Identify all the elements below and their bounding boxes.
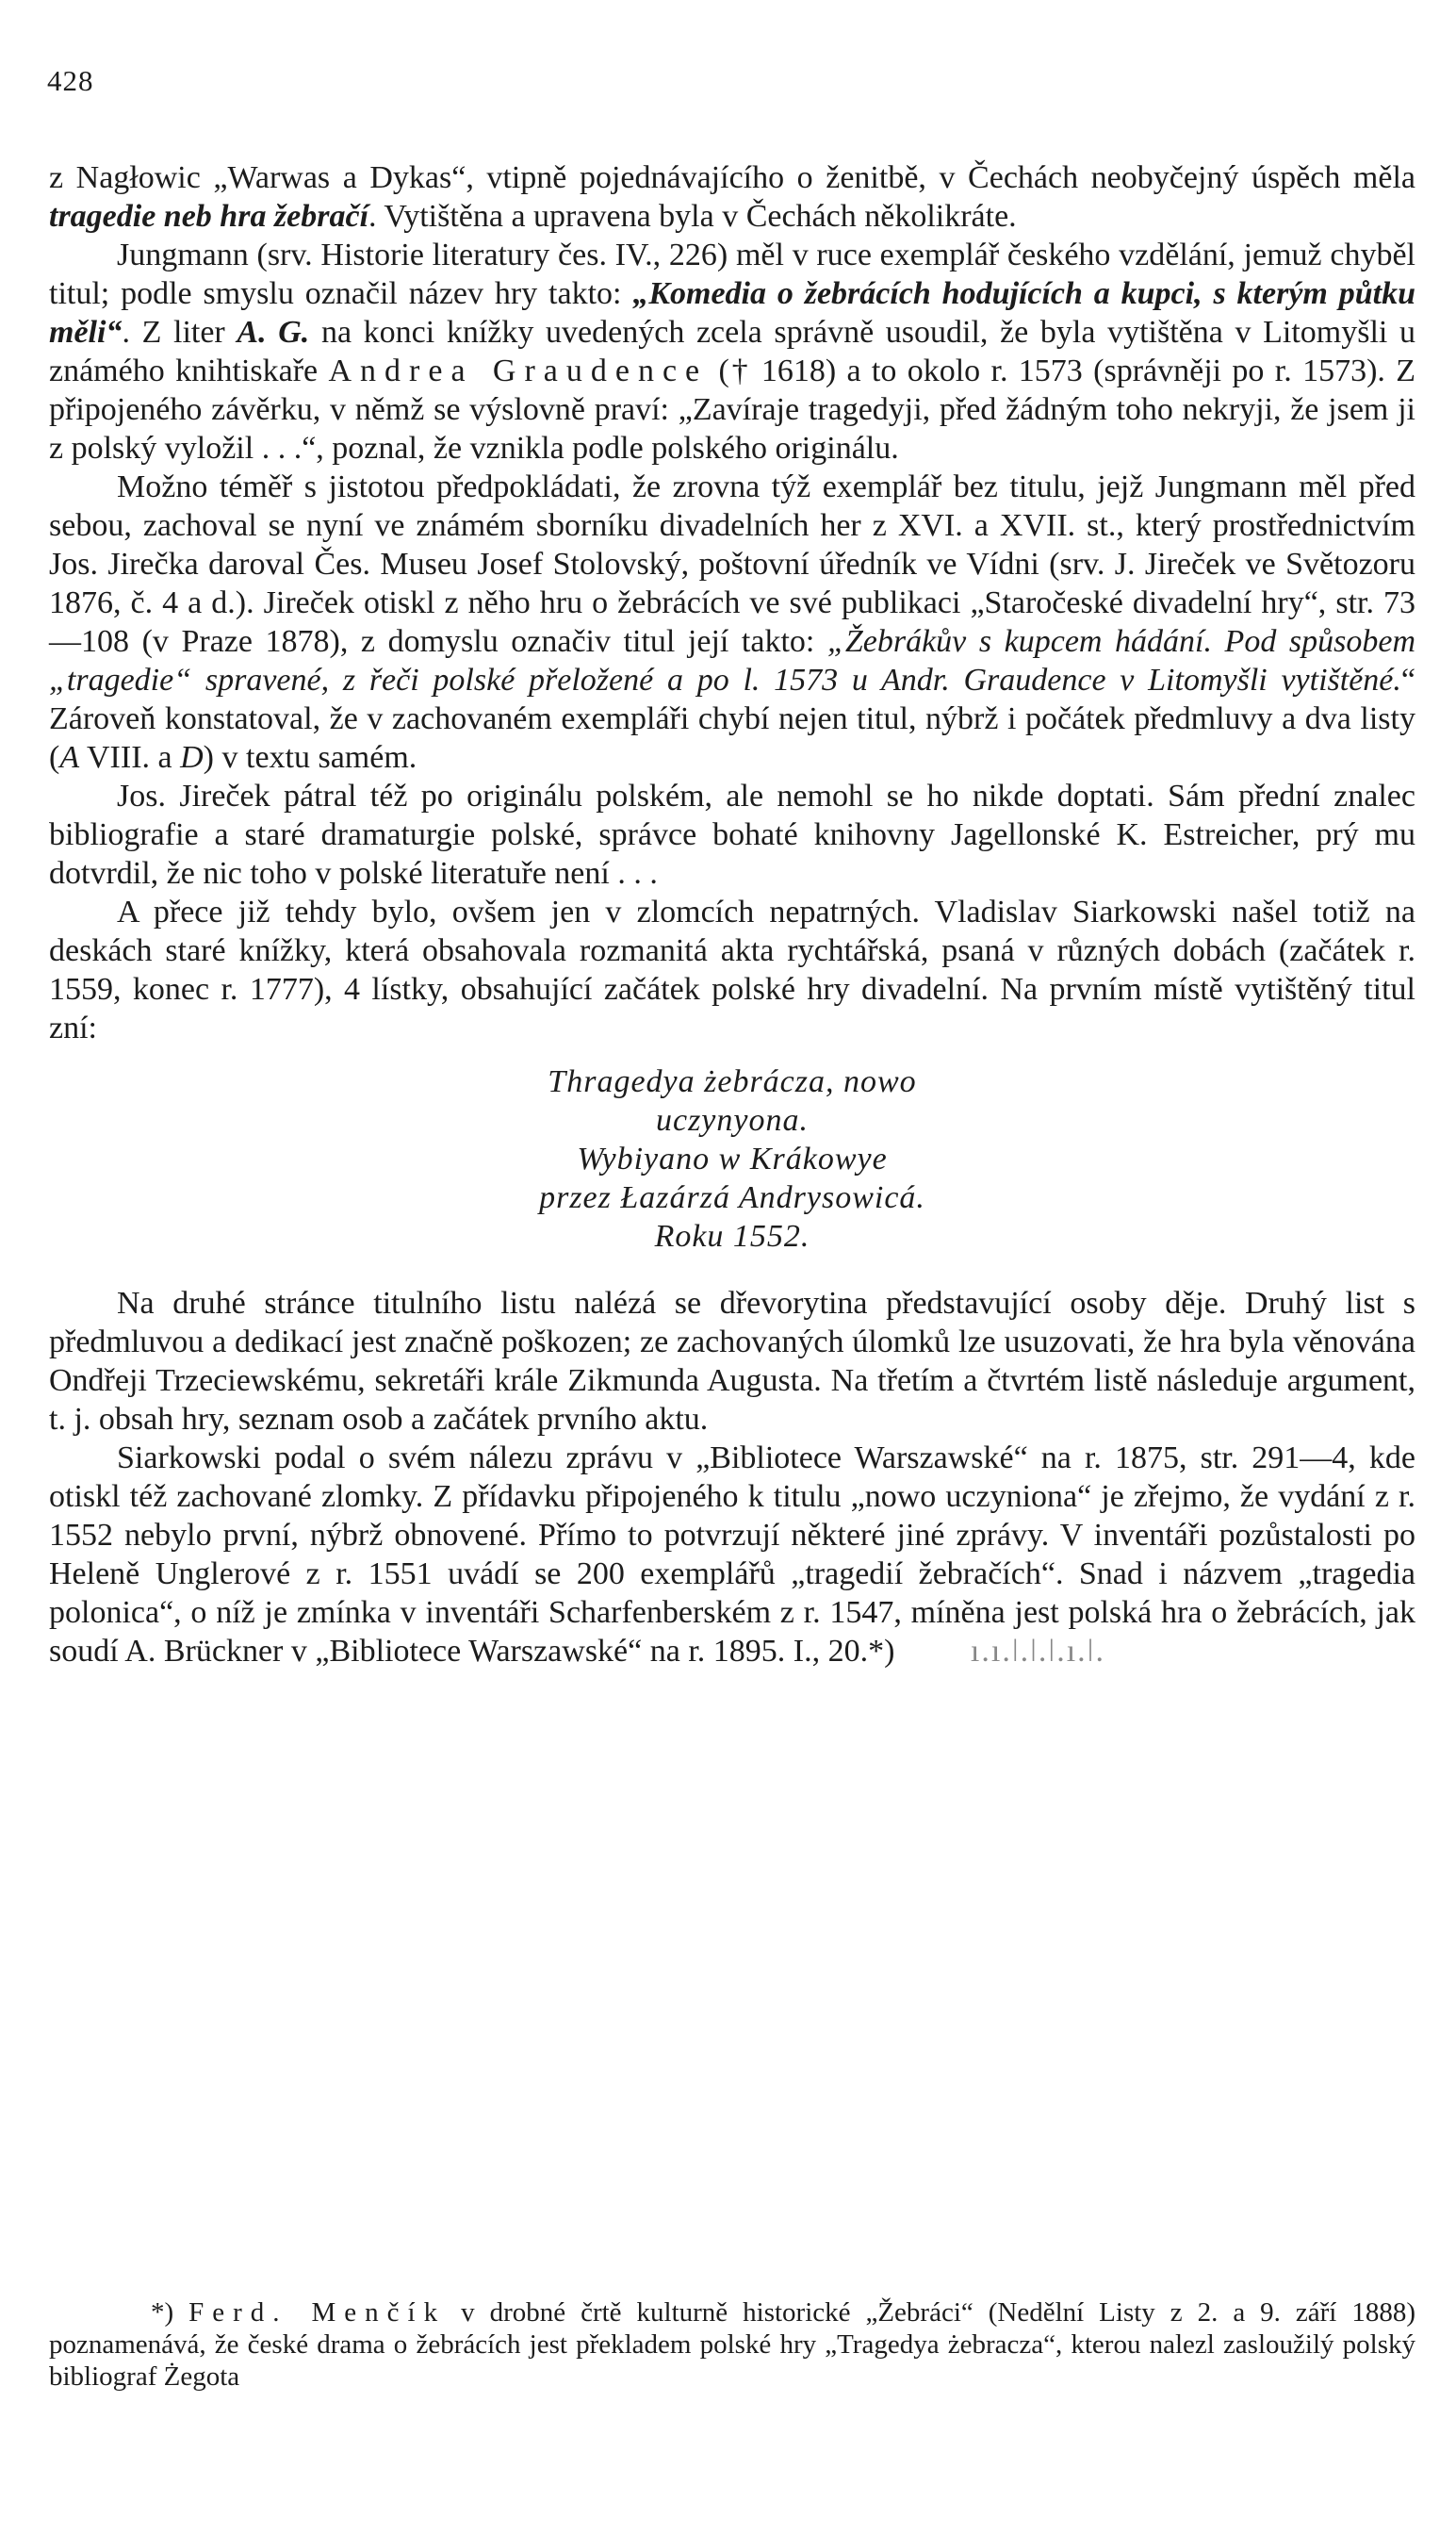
text-run: Jungmann (srv. Historie literatury čes. IV., 226) měl v ruce exemplář českého vzdělání, jemuž chyběl titul; podle smyslu označil název hry takto: [49, 238, 1415, 311]
paragraph [49, 777, 1415, 893]
text-run: ) v textu samém. [203, 740, 417, 775]
text-run: Jos. Jireček pátral též po originálu polském, ale nemohl se ho nikde doptati. Sám přední znalec bibliografie a staré dramaturgie polské, správce bohaté knihovny Jagellonské K. Estreicher, prý mu dotvrdil, že nic toho v polské literatuře není . . . [49, 779, 1415, 891]
text-run: z Nagłowic „Warwas a Dykas“, vtipně pojednávajícího o ženitbě, v Čechách neobyčejný úspěch měla [49, 160, 1415, 195]
text-run: tragedie neb hra žebračí [49, 199, 369, 234]
text-run: A [59, 740, 80, 775]
quoted-title-block [49, 1062, 1415, 1256]
text-run: Siarkowski podal o svém nálezu zprávu v „Bibliotece Warszawské“ na r. 1875, str. 291—4, kde otiskl též zachované zlomky. Z přídavku připojeného k titulu „nowo uczyniona“ je zřejmo, že vydání z r. 1552 nebylo první, nýbrž obnovené. Přímo to potvrzují některé jiné zprávy. V inventáři pozůstalosti po Heleně Unglerové z r. 1551 uvádí se 200 exemplářů „tragedií žebračích“. Snad i názvem „tragedia polonica“, o níž je zmínka v inventáři Scharfenberském z r. 1547, míněna jest polská hra o žebrácích, jak soudí A. Brückner v „Bibliotece Warszawské“ na r. 1895. I., 20.*) [49, 1440, 1415, 1669]
title-line: uczynyona. [655, 1103, 809, 1138]
paragraphs-before-title [49, 158, 1415, 1047]
text-run: Andrea Graudence [328, 354, 709, 388]
text-run: ı.ı.ǀ.ǀ.ǀ.ı.ǀ. [970, 1634, 1105, 1669]
main-text [49, 158, 1415, 1670]
text-run: A přece již tehdy bylo, ovšem jen v zlomcích nepatrných. Vladislav Siarkowski našel totiž na deskách staré knížky, která obsahovala rozmanitá akta rychtářská, psaná v různých dobách (začátek r. 1559, konec r. 1777), 4 lístky, obsahující začátek polské hry divadelní. Na prvním místě vytištěný titul zní: [49, 895, 1415, 1045]
paragraph [49, 236, 1415, 468]
paragraphs-after-title [49, 1284, 1415, 1670]
paragraph [49, 1284, 1415, 1439]
text-run: A. G. [237, 315, 310, 350]
paragraph [49, 158, 1415, 236]
title-line: Wybiyano w Krákowye [577, 1142, 888, 1176]
text-run: Ferd. Menčík [188, 2297, 447, 2328]
text-run: . Vytištěna a upravena byla v Čechách několikráte. [368, 199, 1017, 234]
title-line: Roku 1552. [654, 1219, 810, 1254]
text-run: VIII. a [79, 740, 181, 775]
text-run: *) [151, 2297, 189, 2328]
text-run: “ Zároveň konstatoval, že v zachovaném exempláři chybí nejen titul, nýbrž i počátek předmluvy a dva listy ( [49, 663, 1415, 775]
text-run: v drobné črtě kulturně historické „Žebráci“ (Nedělní Listy z 2. a 9. září 1888) poznamenává, že české drama o žebrácích jest překladem polské hry „Tragedya żebracza“, kterou nalezl zasloužilý polský bibliograf Żegota [49, 2297, 1415, 2392]
text-run: „Žebrákův s kupcem hádání. Pod spůsobem „tragedie“ spravené, z řeči polské přeložené a po l. 1573 u Andr. Graudence v Litomyšli vytištěné. [49, 624, 1415, 698]
text-run: na konci knížky uvedených zcela správně usoudil, že byla vytištěna v Litomyšli u známého knihtiskaře [49, 315, 1416, 388]
text-run: D [180, 740, 204, 775]
paragraph [49, 468, 1415, 777]
text-run: Na druhé stránce titulního listu nalézá se dřevorytina představující osoby děje. Druhý list s předmluvou a dedikací jest značně poškozen; ze zachovaných úlomků lze usuzovati, že hra byla věnována Ondřeji Trzeciewskému, sekretáři krále Zikmunda Augusta. Na třetím a čtvrtém listě následuje argument, t. j. obsah hry, seznam osob a začátek prvního aktu. [49, 1286, 1415, 1437]
text-run: († 1618) a to okolo r. 1573 (správněji po r. 1573). Z připojeného závěrku, v němž se výslovně praví: „Zavíraje tragedyji, před žádným toho nekryji, že jsem ji z polský vyložil . . .“, poznal, že vznikla podle polského originálu. [49, 354, 1415, 466]
text-run: „Komedia o žebrácích hodujících a kupci, s kterým půtku měli“ [49, 276, 1415, 350]
page-number: 428 [47, 64, 94, 97]
title-line: Thragedya żebrácza, nowo [548, 1064, 917, 1099]
footnote-text [49, 2296, 1415, 2393]
footnote [49, 2296, 1415, 2393]
title-line: przez Łazárzá Andrysowicá. [539, 1180, 925, 1215]
text-run: Možno téměř s jistotou předpokládati, že zrovna týž exemplář bez titulu, jejž Jungmann měl před sebou, zachoval se nyní ve známém sborníku divadelních her z XVI. a XVII. st., který prostřednictvím Jos. Jirečka daroval Čes. Museu Josef Stolovský, poštovní úředník ve Vídni (srv. J. Jireček ve Světozoru 1876, č. 4 a d.). Jireček otiskl z něho hru o žebrácích ve své publikaci „Staročeské divadelní hry“, str. 73—108 (v Praze 1878), z domyslu označiv titul její takto: [49, 469, 1415, 659]
paragraph [49, 893, 1415, 1047]
text-run: . Z liter [122, 315, 237, 350]
paragraph [49, 1439, 1415, 1670]
